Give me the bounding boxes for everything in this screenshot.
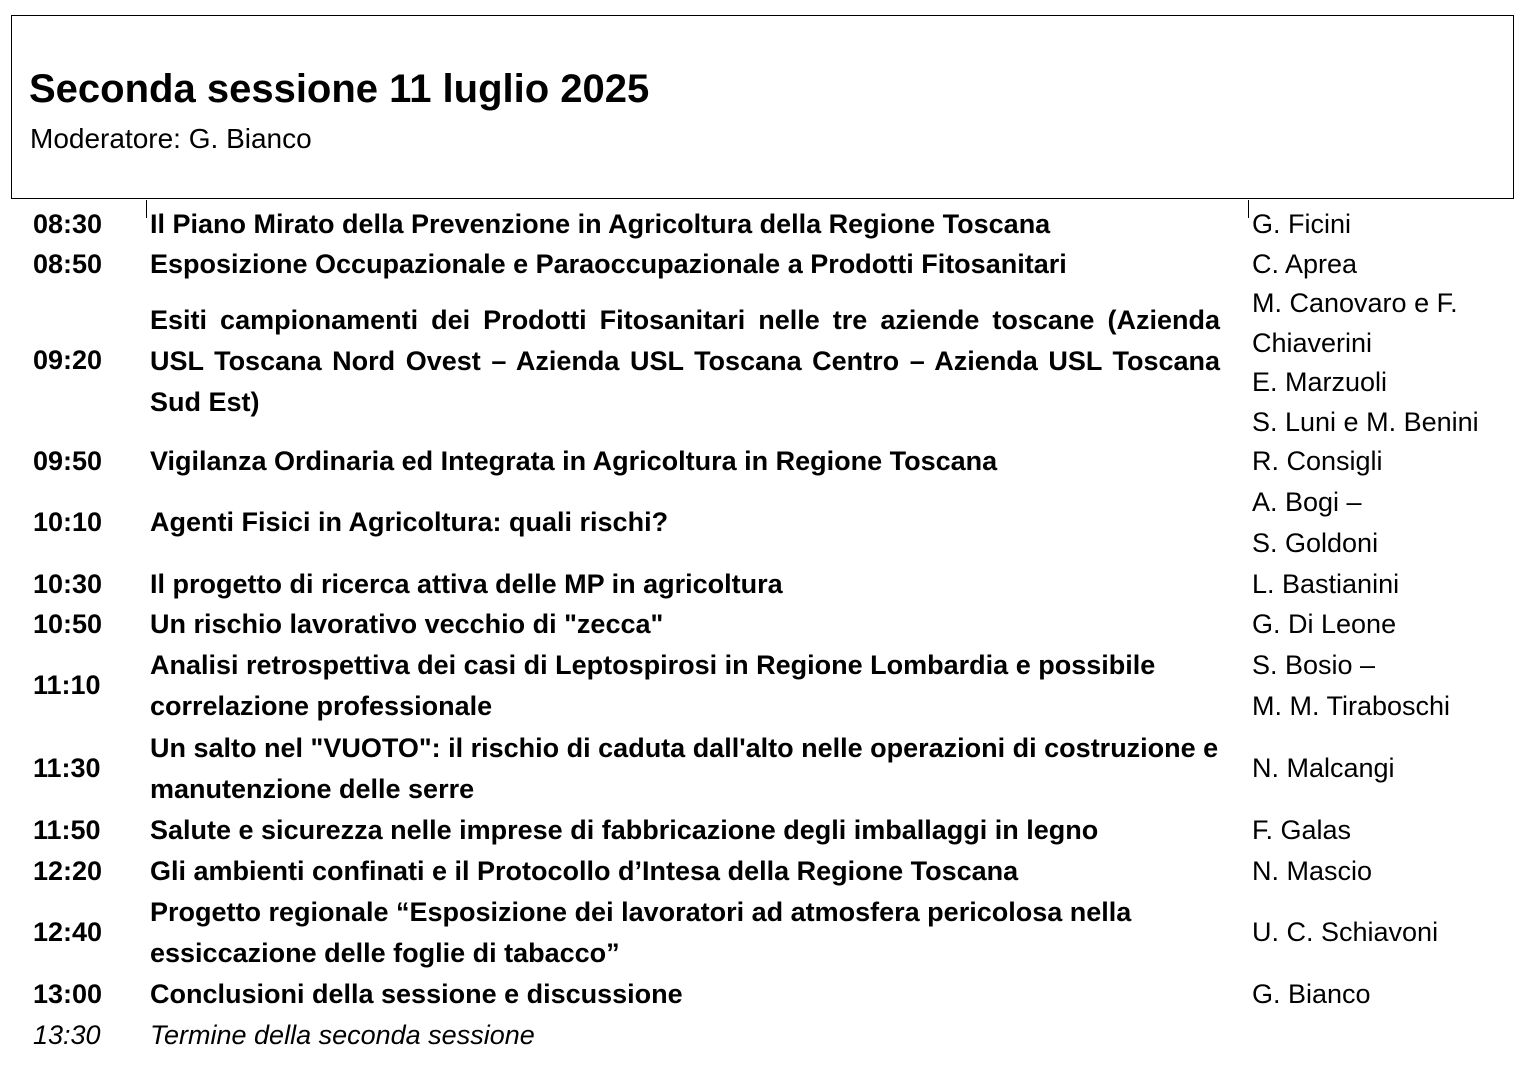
speaker-name: S. Goldoni [1252, 528, 1379, 558]
time-cell: 10:10 [33, 507, 103, 537]
talk-title: Esiti campionamenti dei Prodotti Fitosanitari nelle tre aziende toscane (Azienda USL Toscana Nord Ovest – Azienda USL Toscana Centro – Azienda USL Toscana Sud Est) [150, 305, 1220, 417]
speaker-cell [1252, 441, 1522, 481]
speaker-cell [1252, 482, 1522, 564]
talk-title: Progetto regionale “Esposizione dei lavoratori ad atmosfera pericolosa nella essiccazione delle foglie di tabacco” [150, 897, 1132, 968]
time-cell: 10:30 [33, 569, 103, 599]
time-cell: 08:30 [33, 209, 103, 239]
talk-title: Il Piano Mirato della Prevenzione in Agricoltura della Regione Toscana [150, 209, 1051, 239]
speaker-cell [1252, 204, 1522, 244]
time-cell: 09:20 [33, 345, 103, 375]
speaker-name: G. Di Leone [1252, 609, 1397, 639]
time-cell: 13:30 [33, 1020, 101, 1050]
speaker-cell [1252, 851, 1522, 891]
speaker-name: G. Ficini [1252, 209, 1352, 239]
talk-title: Esposizione Occupazionale e Paraoccupazionale a Prodotti Fitosanitari [150, 249, 1067, 279]
speaker-cell [1252, 564, 1522, 604]
talk-title: Conclusioni della sessione e discussione [150, 979, 683, 1009]
speaker-name: L. Bastianini [1252, 569, 1400, 599]
speaker-name: G. Bianco [1252, 979, 1371, 1009]
talk-title: Gli ambienti confinati e il Protocollo d’Intesa della Regione Toscana [150, 856, 1019, 886]
talk-title: Termine della seconda sessione [150, 1020, 535, 1050]
time-cell: 11:30 [33, 753, 101, 783]
speaker-cell [1252, 645, 1522, 727]
speaker-name: N. Mascio [1252, 856, 1373, 886]
speaker-cell [1252, 604, 1522, 644]
talk-title: Vigilanza Ordinaria ed Integrata in Agricoltura in Regione Toscana [150, 446, 998, 476]
speaker-name: N. Malcangi [1252, 753, 1395, 783]
time-cell: 11:10 [33, 670, 101, 700]
time-cell: 11:50 [33, 815, 101, 845]
time-cell: 12:40 [33, 917, 103, 947]
speaker-name: M. Canovaro e F. Chiaverini [1252, 288, 1458, 358]
speaker-cell [1252, 912, 1522, 952]
speaker-name: M. M. Tiraboschi [1252, 691, 1451, 721]
session-header [11, 15, 1514, 199]
column-divider [1248, 200, 1249, 218]
time-cell: 09:50 [33, 446, 103, 476]
talk-title: Agenti Fisici in Agricoltura: quali rischi? [150, 507, 669, 537]
time-cell: 10:50 [33, 609, 103, 639]
speaker-cell [1252, 974, 1522, 1014]
speaker-name: S. Luni e M. Benini [1252, 406, 1479, 437]
talk-title: Il progetto di ricerca attiva delle MP in agricoltura [150, 569, 783, 599]
session-title: Seconda sessione 11 luglio 2025 [29, 67, 650, 111]
speaker-cell [1252, 810, 1522, 850]
talk-title: Un salto nel "VUOTO": il rischio di caduta dall'alto nelle operazioni di costruzione e manutenzione delle serre [150, 733, 1219, 804]
speaker-name: U. C. Schiavoni [1252, 917, 1439, 947]
speaker-name: F. Galas [1252, 815, 1352, 845]
speaker-cell [1252, 284, 1522, 442]
speaker-name: R. Consigli [1252, 446, 1383, 476]
column-divider [146, 200, 147, 218]
talk-title: Salute e sicurezza nelle imprese di fabbricazione degli imballaggi in legno [150, 815, 1099, 845]
speaker-name: E. Marzuoli [1252, 367, 1388, 397]
talk-title: Un rischio lavorativo vecchio di "zecca" [150, 609, 664, 639]
time-cell: 08:50 [33, 249, 103, 279]
time-cell: 13:00 [33, 979, 103, 1009]
moderator-line: Moderatore: G. Bianco [30, 123, 312, 154]
time-cell: 12:20 [33, 856, 103, 886]
speaker-cell [1252, 244, 1522, 284]
speaker-name: C. Aprea [1252, 249, 1358, 279]
talk-title: Analisi retrospettiva dei casi di Leptospirosi in Regione Lombardia e possibile correlazione professionale [150, 650, 1156, 721]
speaker-name: A. Bogi – [1252, 487, 1362, 517]
speaker-name: S. Bosio – [1252, 650, 1376, 680]
speaker-cell [1252, 748, 1522, 788]
